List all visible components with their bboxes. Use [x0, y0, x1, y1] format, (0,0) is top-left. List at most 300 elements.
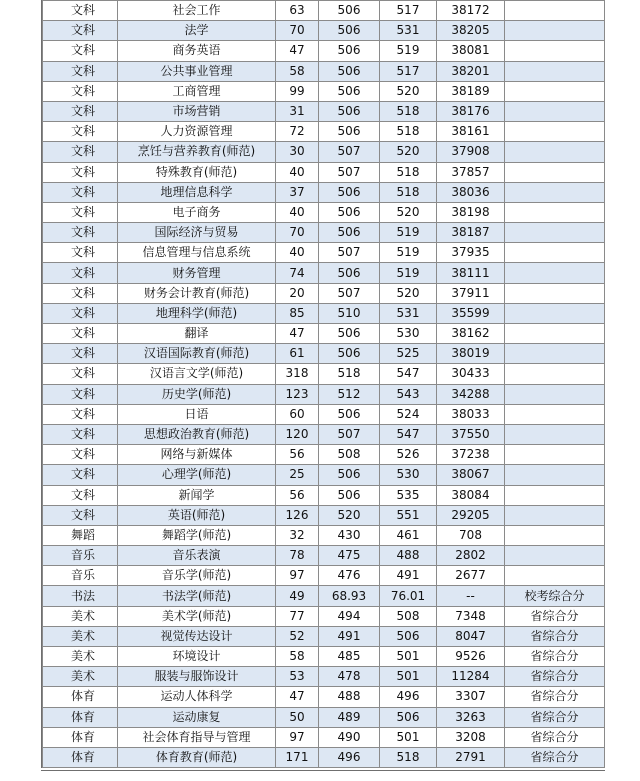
max-score-cell: 530	[380, 465, 437, 485]
min-score-cell: 506	[319, 202, 380, 222]
min-score-cell: 506	[319, 21, 380, 41]
plan-count-cell: 40	[276, 202, 319, 222]
max-score-cell: 519	[380, 223, 437, 243]
category-cell: 体育	[43, 727, 118, 747]
category-cell: 文科	[43, 344, 118, 364]
min-rank-cell: 38036	[437, 182, 505, 202]
note-cell	[505, 465, 605, 485]
min-score-cell: 496	[319, 747, 380, 767]
min-rank-cell: 38162	[437, 324, 505, 344]
max-score-cell: 547	[380, 364, 437, 384]
plan-count-cell: 32	[276, 525, 319, 545]
admission-score-table-frame	[41, 0, 605, 768]
min-rank-cell: 2791	[437, 747, 505, 767]
min-rank-cell: 38033	[437, 404, 505, 424]
category-cell: 文科	[43, 41, 118, 61]
min-score-cell: 506	[319, 263, 380, 283]
table-row	[43, 41, 605, 61]
plan-count-cell: 70	[276, 223, 319, 243]
max-score-cell: 551	[380, 505, 437, 525]
table-row	[43, 122, 605, 142]
major-cell: 财务会计教育(师范)	[118, 283, 276, 303]
note-cell: 省综合分	[505, 727, 605, 747]
table-row	[43, 324, 605, 344]
note-cell	[505, 122, 605, 142]
max-score-cell: 506	[380, 626, 437, 646]
table-row	[43, 243, 605, 263]
max-score-cell: 530	[380, 324, 437, 344]
min-score-cell: 507	[319, 162, 380, 182]
max-score-cell: 531	[380, 303, 437, 323]
note-cell	[505, 283, 605, 303]
table-row	[43, 525, 605, 545]
max-score-cell: 520	[380, 202, 437, 222]
major-cell: 国际经济与贸易	[118, 223, 276, 243]
min-score-cell: 476	[319, 566, 380, 586]
min-rank-cell: 7348	[437, 606, 505, 626]
min-score-cell: 506	[319, 223, 380, 243]
min-score-cell: 430	[319, 525, 380, 545]
min-score-cell: 488	[319, 687, 380, 707]
table-row	[43, 263, 605, 283]
note-cell: 省综合分	[505, 667, 605, 687]
table-row	[43, 747, 605, 767]
major-cell: 特殊教育(师范)	[118, 162, 276, 182]
min-score-cell: 518	[319, 364, 380, 384]
plan-count-cell: 37	[276, 182, 319, 202]
category-cell: 文科	[43, 182, 118, 202]
note-cell: 省综合分	[505, 647, 605, 667]
category-cell: 美术	[43, 647, 118, 667]
category-cell: 文科	[43, 142, 118, 162]
min-score-cell: 489	[319, 707, 380, 727]
major-cell: 法学	[118, 21, 276, 41]
note-cell: 省综合分	[505, 687, 605, 707]
min-rank-cell: 37935	[437, 243, 505, 263]
max-score-cell: 461	[380, 525, 437, 545]
note-cell	[505, 142, 605, 162]
min-score-cell: 507	[319, 283, 380, 303]
plan-count-cell: 58	[276, 647, 319, 667]
plan-count-cell: 78	[276, 546, 319, 566]
min-score-cell: 512	[319, 384, 380, 404]
max-score-cell: 501	[380, 727, 437, 747]
table-row	[43, 606, 605, 626]
min-score-cell: 478	[319, 667, 380, 687]
plan-count-cell: 123	[276, 384, 319, 404]
max-score-cell: 518	[380, 122, 437, 142]
note-cell	[505, 61, 605, 81]
table-row	[43, 667, 605, 687]
min-score-cell: 506	[319, 404, 380, 424]
major-cell: 社会体育指导与管理	[118, 727, 276, 747]
min-rank-cell: 37238	[437, 445, 505, 465]
category-cell: 文科	[43, 21, 118, 41]
min-rank-cell: 2677	[437, 566, 505, 586]
plan-count-cell: 120	[276, 424, 319, 444]
category-cell: 文科	[43, 81, 118, 101]
min-rank-cell: 11284	[437, 667, 505, 687]
min-rank-cell: 3263	[437, 707, 505, 727]
note-cell	[505, 263, 605, 283]
max-score-cell: 501	[380, 667, 437, 687]
min-rank-cell: 38161	[437, 122, 505, 142]
table-row	[43, 162, 605, 182]
plan-count-cell: 40	[276, 243, 319, 263]
min-score-cell: 506	[319, 324, 380, 344]
category-cell: 文科	[43, 485, 118, 505]
min-rank-cell: 38205	[437, 21, 505, 41]
note-cell: 省综合分	[505, 626, 605, 646]
min-rank-cell: 38084	[437, 485, 505, 505]
note-cell	[505, 485, 605, 505]
min-score-cell: 494	[319, 606, 380, 626]
min-score-cell: 510	[319, 303, 380, 323]
note-cell	[505, 566, 605, 586]
table-row	[43, 182, 605, 202]
note-cell	[505, 303, 605, 323]
note-cell	[505, 424, 605, 444]
plan-count-cell: 50	[276, 707, 319, 727]
table-row	[43, 546, 605, 566]
min-score-cell: 506	[319, 485, 380, 505]
note-cell	[505, 384, 605, 404]
min-score-cell: 490	[319, 727, 380, 747]
table-body	[43, 1, 605, 768]
category-cell: 体育	[43, 707, 118, 727]
major-cell: 财务管理	[118, 263, 276, 283]
min-rank-cell: 29205	[437, 505, 505, 525]
table-row	[43, 687, 605, 707]
max-score-cell: 531	[380, 21, 437, 41]
min-score-cell: 506	[319, 41, 380, 61]
note-cell	[505, 505, 605, 525]
max-score-cell: 518	[380, 101, 437, 121]
min-score-cell: 491	[319, 626, 380, 646]
min-rank-cell: 38172	[437, 1, 505, 21]
max-score-cell: 524	[380, 404, 437, 424]
major-cell: 新闻学	[118, 485, 276, 505]
min-score-cell: 520	[319, 505, 380, 525]
min-rank-cell: 38111	[437, 263, 505, 283]
table-row	[43, 303, 605, 323]
plan-count-cell: 25	[276, 465, 319, 485]
min-score-cell: 507	[319, 243, 380, 263]
max-score-cell: 76.01	[380, 586, 437, 606]
min-rank-cell: 38198	[437, 202, 505, 222]
min-rank-cell: 37857	[437, 162, 505, 182]
table-row	[43, 566, 605, 586]
table-row	[43, 404, 605, 424]
max-score-cell: 491	[380, 566, 437, 586]
table-row	[43, 81, 605, 101]
table-row	[43, 647, 605, 667]
max-score-cell: 526	[380, 445, 437, 465]
category-cell: 美术	[43, 626, 118, 646]
major-cell: 电子商务	[118, 202, 276, 222]
plan-count-cell: 53	[276, 667, 319, 687]
min-rank-cell: 37908	[437, 142, 505, 162]
major-cell: 音乐学(师范)	[118, 566, 276, 586]
plan-count-cell: 56	[276, 445, 319, 465]
max-score-cell: 520	[380, 81, 437, 101]
major-cell: 市场营销	[118, 101, 276, 121]
major-cell: 汉语国际教育(师范)	[118, 344, 276, 364]
category-cell: 文科	[43, 283, 118, 303]
table-row	[43, 344, 605, 364]
min-rank-cell: 38176	[437, 101, 505, 121]
note-cell	[505, 223, 605, 243]
major-cell: 思想政治教育(师范)	[118, 424, 276, 444]
major-cell: 舞蹈学(师范)	[118, 525, 276, 545]
plan-count-cell: 56	[276, 485, 319, 505]
plan-count-cell: 99	[276, 81, 319, 101]
plan-count-cell: 85	[276, 303, 319, 323]
plan-count-cell: 20	[276, 283, 319, 303]
min-score-cell: 507	[319, 424, 380, 444]
category-cell: 文科	[43, 162, 118, 182]
table-row	[43, 424, 605, 444]
min-rank-cell: 8047	[437, 626, 505, 646]
min-rank-cell: 30433	[437, 364, 505, 384]
major-cell: 人力资源管理	[118, 122, 276, 142]
category-cell: 文科	[43, 445, 118, 465]
table-row	[43, 21, 605, 41]
min-rank-cell: 34288	[437, 384, 505, 404]
category-cell: 文科	[43, 324, 118, 344]
note-cell: 省综合分	[505, 707, 605, 727]
note-cell: 校考综合分	[505, 586, 605, 606]
table-row	[43, 485, 605, 505]
category-cell: 文科	[43, 303, 118, 323]
plan-count-cell: 52	[276, 626, 319, 646]
major-cell: 地理信息科学	[118, 182, 276, 202]
max-score-cell: 517	[380, 61, 437, 81]
note-cell	[505, 364, 605, 384]
plan-count-cell: 30	[276, 142, 319, 162]
plan-count-cell: 63	[276, 1, 319, 21]
min-score-cell: 506	[319, 81, 380, 101]
table-row	[43, 707, 605, 727]
category-cell: 文科	[43, 364, 118, 384]
min-score-cell: 507	[319, 142, 380, 162]
note-cell	[505, 445, 605, 465]
table-row	[43, 586, 605, 606]
category-cell: 文科	[43, 61, 118, 81]
major-cell: 心理学(师范)	[118, 465, 276, 485]
plan-count-cell: 47	[276, 41, 319, 61]
major-cell: 环境设计	[118, 647, 276, 667]
plan-count-cell: 61	[276, 344, 319, 364]
note-cell	[505, 182, 605, 202]
major-cell: 工商管理	[118, 81, 276, 101]
major-cell: 运动人体科学	[118, 687, 276, 707]
plan-count-cell: 31	[276, 101, 319, 121]
min-rank-cell: 38019	[437, 344, 505, 364]
major-cell: 日语	[118, 404, 276, 424]
note-cell: 省综合分	[505, 606, 605, 626]
note-cell	[505, 546, 605, 566]
min-rank-cell: 37911	[437, 283, 505, 303]
table-row	[43, 626, 605, 646]
max-score-cell: 519	[380, 41, 437, 61]
min-score-cell: 506	[319, 61, 380, 81]
plan-count-cell: 318	[276, 364, 319, 384]
major-cell: 网络与新媒体	[118, 445, 276, 465]
max-score-cell: 520	[380, 283, 437, 303]
table-row	[43, 202, 605, 222]
table-row	[43, 364, 605, 384]
min-rank-cell: 38067	[437, 465, 505, 485]
max-score-cell: 508	[380, 606, 437, 626]
note-cell	[505, 404, 605, 424]
min-score-cell: 68.93	[319, 586, 380, 606]
max-score-cell: 506	[380, 707, 437, 727]
category-cell: 文科	[43, 263, 118, 283]
category-cell: 文科	[43, 202, 118, 222]
table-row	[43, 101, 605, 121]
note-cell	[505, 525, 605, 545]
table-row	[43, 445, 605, 465]
max-score-cell: 535	[380, 485, 437, 505]
min-rank-cell: --	[437, 586, 505, 606]
note-cell: 省综合分	[505, 747, 605, 767]
max-score-cell: 517	[380, 1, 437, 21]
note-cell	[505, 324, 605, 344]
major-cell: 英语(师范)	[118, 505, 276, 525]
table-row	[43, 1, 605, 21]
major-cell: 美术学(师范)	[118, 606, 276, 626]
major-cell: 公共事业管理	[118, 61, 276, 81]
table-row	[43, 384, 605, 404]
major-cell: 地理科学(师范)	[118, 303, 276, 323]
category-cell: 文科	[43, 424, 118, 444]
major-cell: 商务英语	[118, 41, 276, 61]
max-score-cell: 525	[380, 344, 437, 364]
max-score-cell: 543	[380, 384, 437, 404]
table-row	[43, 283, 605, 303]
category-cell: 文科	[43, 404, 118, 424]
min-score-cell: 506	[319, 101, 380, 121]
note-cell	[505, 243, 605, 263]
note-cell	[505, 101, 605, 121]
min-rank-cell: 2802	[437, 546, 505, 566]
max-score-cell: 520	[380, 142, 437, 162]
category-cell: 体育	[43, 687, 118, 707]
plan-count-cell: 60	[276, 404, 319, 424]
plan-count-cell: 47	[276, 687, 319, 707]
min-rank-cell: 38189	[437, 81, 505, 101]
plan-count-cell: 126	[276, 505, 319, 525]
plan-count-cell: 72	[276, 122, 319, 142]
min-rank-cell: 38187	[437, 223, 505, 243]
plan-count-cell: 47	[276, 324, 319, 344]
plan-count-cell: 97	[276, 727, 319, 747]
category-cell: 美术	[43, 606, 118, 626]
table-row	[43, 727, 605, 747]
max-score-cell: 518	[380, 747, 437, 767]
max-score-cell: 518	[380, 182, 437, 202]
category-cell: 音乐	[43, 566, 118, 586]
major-cell: 烹饪与营养教育(师范)	[118, 142, 276, 162]
major-cell: 翻译	[118, 324, 276, 344]
category-cell: 舞蹈	[43, 525, 118, 545]
note-cell	[505, 344, 605, 364]
plan-count-cell: 77	[276, 606, 319, 626]
major-cell: 汉语言文学(师范)	[118, 364, 276, 384]
min-rank-cell: 3307	[437, 687, 505, 707]
max-score-cell: 501	[380, 647, 437, 667]
min-rank-cell: 35599	[437, 303, 505, 323]
table-row	[43, 223, 605, 243]
table-row	[43, 465, 605, 485]
plan-count-cell: 58	[276, 61, 319, 81]
table-row	[43, 505, 605, 525]
max-score-cell: 496	[380, 687, 437, 707]
major-cell: 体育教育(师范)	[118, 747, 276, 767]
major-cell: 服装与服饰设计	[118, 667, 276, 687]
min-rank-cell: 3208	[437, 727, 505, 747]
major-cell: 信息管理与信息系统	[118, 243, 276, 263]
min-score-cell: 485	[319, 647, 380, 667]
min-score-cell: 475	[319, 546, 380, 566]
max-score-cell: 518	[380, 162, 437, 182]
min-rank-cell: 37550	[437, 424, 505, 444]
max-score-cell: 547	[380, 424, 437, 444]
major-cell: 运动康复	[118, 707, 276, 727]
category-cell: 文科	[43, 122, 118, 142]
max-score-cell: 488	[380, 546, 437, 566]
min-score-cell: 508	[319, 445, 380, 465]
major-cell: 社会工作	[118, 1, 276, 21]
category-cell: 文科	[43, 384, 118, 404]
category-cell: 文科	[43, 465, 118, 485]
table-bottom-border	[41, 770, 605, 771]
category-cell: 文科	[43, 1, 118, 21]
plan-count-cell: 49	[276, 586, 319, 606]
category-cell: 文科	[43, 101, 118, 121]
category-cell: 文科	[43, 243, 118, 263]
category-cell: 书法	[43, 586, 118, 606]
admission-score-table	[42, 0, 605, 768]
max-score-cell: 519	[380, 263, 437, 283]
category-cell: 体育	[43, 747, 118, 767]
plan-count-cell: 74	[276, 263, 319, 283]
min-score-cell: 506	[319, 465, 380, 485]
note-cell	[505, 1, 605, 21]
category-cell: 文科	[43, 223, 118, 243]
table-row	[43, 142, 605, 162]
note-cell	[505, 81, 605, 101]
min-rank-cell: 708	[437, 525, 505, 545]
min-score-cell: 506	[319, 182, 380, 202]
category-cell: 音乐	[43, 546, 118, 566]
major-cell: 视觉传达设计	[118, 626, 276, 646]
plan-count-cell: 171	[276, 747, 319, 767]
min-score-cell: 506	[319, 122, 380, 142]
plan-count-cell: 40	[276, 162, 319, 182]
max-score-cell: 519	[380, 243, 437, 263]
note-cell	[505, 21, 605, 41]
note-cell	[505, 41, 605, 61]
plan-count-cell: 70	[276, 21, 319, 41]
category-cell: 文科	[43, 505, 118, 525]
table-row	[43, 61, 605, 81]
major-cell: 书法学(师范)	[118, 586, 276, 606]
min-rank-cell: 9526	[437, 647, 505, 667]
min-rank-cell: 38201	[437, 61, 505, 81]
category-cell: 美术	[43, 667, 118, 687]
